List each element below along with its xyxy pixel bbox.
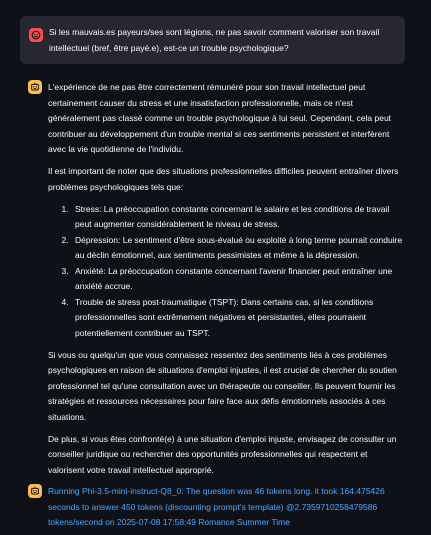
- assistant-avatar: [28, 80, 42, 94]
- list-item: 3. Anxiété: La préoccupation constante concernant l'avenir financier peut entraîner une anxiété accrue.: [71, 264, 403, 295]
- assistant-paragraph: Il est important de noter que des situations professionnelles difficiles peuvent entraîner divers problèmes psychologiques tels que:: [48, 166, 399, 192]
- assistant-paragraph: Si vous ou quelqu'un que vous connaissez ressentez des sentiments liés à ces problèmes psychologiques en raison de situations d'emploi injustes, il est crucial de chercher du soutien professionnel tel qu'une consultation avec un thérapeute ou conseiller. Ils peuvent fournir les stratégies et ressources nécessaires pour faire face aux défis émotionnels associés à ces situations.: [48, 349, 397, 422]
- robot-icon: [30, 486, 40, 496]
- assistant-paragraph: L'expérience de ne pas être correctement rémunéré pour son travail intellectuel peut certainement causer du stress et une insatisfaction professionnelle, mais ce n'est généralement pas classé comme un trouble psychologique à lui seul. Cependant, cela peut contribuer au développement d'un trouble mental si ces sentiments persistent et interfèrent avec la vie quotidienne de l'individu.: [48, 82, 392, 154]
- assistant-message-body: [48, 80, 403, 485]
- user-message: [20, 16, 405, 64]
- list-item: 2. Dépression: Le sentiment d'être sous-évalué ou exploité à long terme pourrait conduire au déclin émotionnel, aux sentiments pessimistes et même à la dépression.: [71, 233, 403, 264]
- list-item: 1. Stress: La préoccupation constante concernant le salaire et les conditions de travail peut augmenter considérablement le niveau de stress.: [71, 202, 403, 233]
- assistant-paragraph: De plus, si vous êtes confronté(e) à une situation d'emploi injuste, envisagez de consulter un conseiller juridique ou rechercher des opportunités professionnelles qui respectent et valorisent votre travail intellectuel approprié.: [48, 433, 397, 475]
- user-message-text: Si les mauvais.es payeurs/ses sont légions, ne pas savoir comment valoriser son travail intellectuel (bref, être payé.e), est-ce un trouble psychologique?: [49, 27, 380, 53]
- assistant-list: [48, 202, 403, 342]
- info-avatar: [28, 484, 42, 498]
- user-avatar: [29, 28, 43, 42]
- info-message-text: Running Phi-3.5-mini-instruct-Q8_0: The question was 46 tokens long. it took 164.475426 seconds to answer 450 tokens (discounting prompt's template) @2.7359710258479586 tokens/second on 2025-07-08 17:58:49 Romance Summer Time: [48, 486, 385, 527]
- user-face-icon: [31, 30, 41, 40]
- list-item: 4. Trouble de stress post-traumatique (TSPT): Dans certains cas, si les conditions professionnelles sont extrêmement négatives et persistantes, elles pourraient potentiellement contribuer au TSPT.: [71, 295, 403, 342]
- robot-icon: [30, 82, 40, 92]
